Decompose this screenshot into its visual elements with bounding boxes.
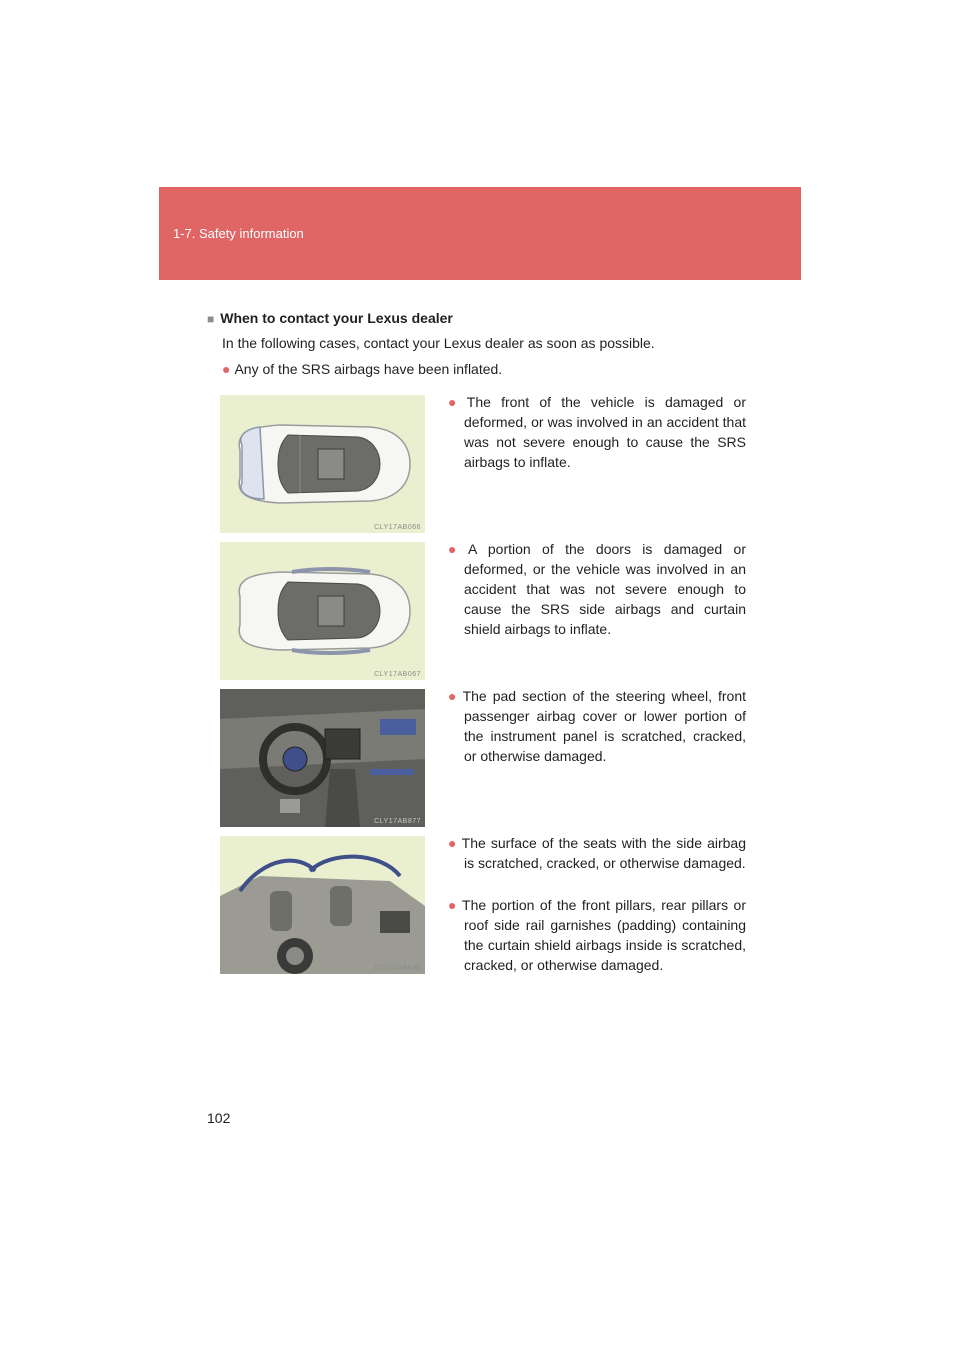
list-item-text: The portion of the front pillars, rear pillars or roof side rail garnishes (padding) containing the curtain shield airbags inside is scratched, cracked, or otherwise damaged. <box>462 897 746 973</box>
figure-car-top-doors <box>220 542 425 680</box>
section-title: 1-7. Safety information <box>173 226 304 241</box>
list-item-pillar-damage <box>448 895 746 975</box>
figure-code: CLY17AB066 <box>374 524 421 531</box>
bullet-icon: ● <box>448 541 464 557</box>
subsection-heading <box>207 310 453 326</box>
list-item-text: Any of the SRS airbags have been inflated. <box>234 361 503 377</box>
list-item-text: The surface of the seats with the side airbag is scratched, cracked, or otherwise damaged. <box>461 835 746 871</box>
figure-seats-pillars <box>220 836 425 974</box>
car-top-view-icon <box>220 395 425 533</box>
car-side-view-icon <box>220 836 425 974</box>
list-item-inflated <box>222 361 502 377</box>
list-item-seat-damage <box>448 833 746 873</box>
intro-text: In the following cases, contact your Lexus dealer as soon as possible. <box>222 335 655 351</box>
bullet-icon: ● <box>222 361 231 377</box>
bullet-icon: ● <box>448 394 463 410</box>
list-item-panel-damage <box>448 686 746 766</box>
bullet-icon: ● <box>448 897 459 913</box>
figure-cockpit <box>220 689 425 827</box>
figure-car-top-front <box>220 395 425 533</box>
list-item-text: The pad section of the steering wheel, front passenger airbag cover or lower portion of the instrument panel is scratched, cracked, or otherwise damaged. <box>462 688 746 764</box>
list-item-text: The front of the vehicle is damaged or deformed, or was involved in an accident that was not severe enough to cause the SRS airbags to inflate. <box>464 394 746 470</box>
heading-text: When to contact your Lexus dealer <box>220 310 453 326</box>
figure-code: CLY17AB067 <box>374 671 421 678</box>
bullet-icon: ● <box>448 688 459 704</box>
list-item-door-damage <box>448 539 746 639</box>
page-number: 102 <box>207 1110 231 1126</box>
square-marker-icon: ■ <box>207 312 215 326</box>
figure-code: CLY17AB630 <box>374 965 421 972</box>
list-item-front-damage <box>448 392 746 472</box>
bullet-icon: ● <box>448 835 458 851</box>
car-top-view-icon <box>220 542 425 680</box>
figure-code: CLY17AB877 <box>374 818 421 825</box>
list-item-text: A portion of the doors is damaged or deformed, or the vehicle was involved in an accident that was not severe enough to cause the SRS side airbags and curtain shield airbags to inflate. <box>464 541 746 637</box>
cockpit-icon <box>220 689 425 827</box>
